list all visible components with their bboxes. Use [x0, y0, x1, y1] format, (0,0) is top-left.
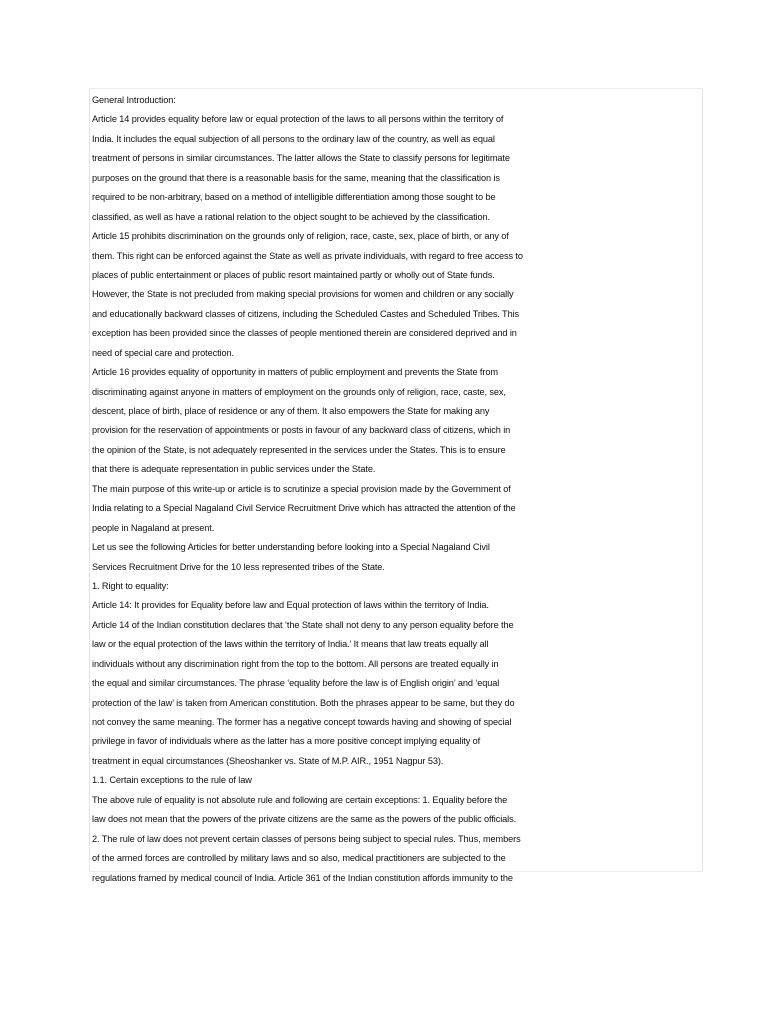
document-line: exception has been provided since the classes of people mentioned therein are considered deprived and in	[92, 328, 517, 339]
document-line: 1.1. Certain exceptions to the rule of law	[92, 775, 252, 786]
document-line: Article 16 provides equality of opportunity in matters of public employment and prevents the State from	[92, 367, 498, 378]
document-line: The main purpose of this write-up or article is to scrutinize a special provision made by the Government of	[92, 483, 511, 494]
document-line: privilege in favor of individuals where as the latter has a more positive concept implying equality of	[92, 736, 481, 747]
document-line: descent, place of birth, place of residence or any of them. It also empowers the State for making any	[92, 406, 490, 416]
document-line: The above rule of equality is not absolute rule and following are certain exceptions: 1. Equality before the	[92, 794, 508, 805]
document-line: and educationally backward classes of citizens, including the Scheduled Castes and Scheduled Tribes. This	[92, 308, 520, 319]
document-line: of the armed forces are controlled by military laws and so also, medical practitioners are subjected to the	[92, 853, 506, 864]
document-line: regulations framed by medical council of India. Article 361 of the Indian constitution affords immunity to the	[92, 872, 513, 883]
document-line: the equal and similar circumstances. The phrase ‘equality before the law is of English origin’ and ‘equal	[92, 678, 500, 689]
document-line: Article 15 prohibits discrimination on the grounds only of religion, race, caste, sex, place of birth, or any of	[92, 231, 509, 242]
document-line: Article 14 provides equality before law or equal protection of the laws to all persons within the territory of	[92, 114, 504, 125]
document-text-block	[89, 88, 703, 883]
document-line: Article 14: It provides for Equality before law and Equal protection of laws within the territory of India.	[92, 600, 489, 611]
document-line: required to be non-arbitrary, based on a method of intelligible differentiation among those sought to be	[92, 192, 496, 203]
document-line: India relating to a Special Nagaland Civil Service Recruitment Drive which has attracted the attention of the	[92, 503, 516, 514]
document-line: purposes on the ground that there is a reasonable basis for the same, meaning that the classification is	[92, 172, 500, 183]
document-line: Services Recruitment Drive for the 10 less represented tribes of the State.	[92, 561, 385, 572]
document-line: Article 14 of the Indian constitution declares that ‘the State shall not deny to any person equality before the	[92, 619, 514, 630]
document-line: law does not mean that the powers of the private citizens are the same as the powers of the public officials.	[92, 814, 517, 825]
document-line: provision for the reservation of appointments or posts in favour of any backward class of citizens, which in	[92, 425, 511, 436]
document-line: 2. The rule of law does not prevent certain classes of persons being subject to special rules. Thus, members	[92, 833, 521, 844]
document-line: discriminating against anyone in matters of employment on the grounds only of religion, race, caste, sex,	[92, 386, 506, 397]
document-line: the opinion of the State, is not adequately represented in the services under the States. This is to ensure	[92, 444, 506, 455]
document-line: 1. Right to equality:	[92, 580, 169, 591]
document-line: protection of the law’ is taken from American constitution. Both the phrases appear to be same, but they do	[92, 697, 515, 708]
document-line: not convey the same meaning. The former has a negative concept towards having and showing of special	[92, 717, 512, 727]
document-line: need of special care and protection.	[92, 347, 234, 358]
document-line: India. It includes the equal subjection of all persons to the ordinary law of the country, as well as equal	[92, 133, 495, 144]
document-line: treatment in equal circumstances (Sheoshanker vs. State of M.P. AIR., 1951 Nagpur 53).	[92, 755, 444, 766]
document-line: law or the equal protection of the laws within the territory of India.’ It means that law treats equally all	[92, 639, 489, 650]
document-line: treatment of persons in similar circumstances. The latter allows the State to classify persons for legitimate	[92, 153, 510, 164]
document-line: them. This right can be enforced against the State as well as private individuals, with regard to free access to	[92, 250, 523, 261]
document-line: Let us see the following Articles for better understanding before looking into a Special Nagaland Civil	[92, 542, 490, 553]
document-line: that there is adequate representation in public services under the State.	[92, 464, 376, 475]
document-line: However, the State is not precluded from making special provisions for women and children or any socially	[92, 289, 514, 300]
document-line: people in Nagaland at present.	[92, 522, 215, 533]
document-line: individuals without any discrimination right from the top to the bottom. All persons are treated equally in	[92, 658, 499, 669]
document-line: classified, as well as have a rational relation to the object sought to be achieved by the classification.	[92, 211, 490, 222]
document-line: places of public entertainment or places of public resort maintained partly or wholly out of State funds.	[92, 269, 495, 280]
document-line: General Introduction:	[92, 95, 176, 105]
